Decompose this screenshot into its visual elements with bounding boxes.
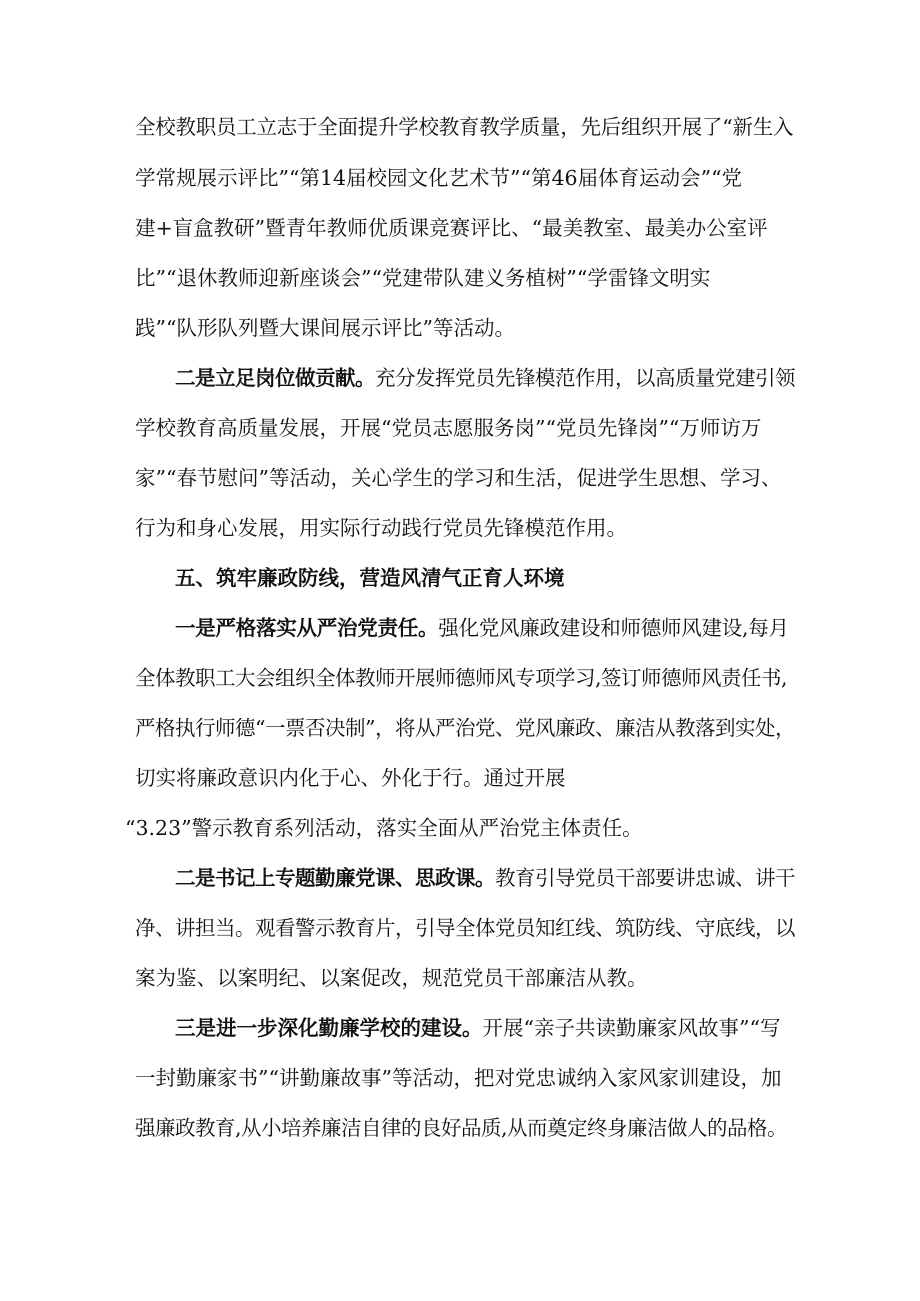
paragraph-3-line-1	[175, 613, 795, 643]
paragraph-2-line-2: 学校教育高质量发展，开展“党员志愿服务岗”“党员先锋岗”“万师访万	[135, 416, 762, 440]
paragraph-5-line-3: 强廉政教育,从小培养廉洁自律的良好品质,从而奠定终身廉洁做人的品格。	[135, 1116, 788, 1140]
paragraph-1-line-1: 全校教职员工立志于全面提升学校教育教学质量，先后组织开展了“新生入	[135, 115, 794, 139]
paragraph-4-line-2: 净、讲担当。观看警示教育片，引导全体党员知红线、筑防线、守底线，以	[135, 916, 795, 940]
paragraph-3-line-3: 严格执行师德“一票否决制”，将从严治党、党风廉政、廉洁从教落到实处，	[135, 716, 795, 740]
paragraph-4-line-1	[175, 863, 795, 893]
section-5-heading: 五、筑牢廉政防线，营造风清气正育人环境	[175, 566, 565, 590]
paragraph-3-lead: 一是严格落实从严治党责任。	[175, 616, 439, 640]
paragraph-2-line-4: 行为和身心发展，用实际行动践行党员先锋模范作用。	[135, 516, 627, 540]
paragraph-2-line-1	[175, 363, 795, 393]
paragraph-1-line-3: 建+盲盒教研”暨青年教师优质课竞赛评比、“最美教室、最美办公室评	[135, 216, 768, 240]
paragraph-5-line-1-rest: 开展“亲子共读勤廉家风故事”“写	[482, 1016, 781, 1040]
paragraph-1-line-2: 学常规展示评比”“第14届校园文化艺术节”“第46届体育运动会”“党	[135, 166, 743, 190]
paragraph-1-line-4: 比”“退休教师迎新座谈会”“党建带队建义务植树”“学雷锋文明实	[135, 266, 711, 290]
paragraph-2-line-1-rest: 充分发挥党员先锋模范作用，以高质量党建引领	[375, 366, 795, 390]
paragraph-5-lead: 三是进一步深化勤廉学校的建设。	[175, 1016, 483, 1040]
paragraph-2-lead: 二是立足岗位做贡献。	[175, 366, 375, 390]
paragraph-4-lead: 二是书记上专题勤廉党课、思政课。	[175, 866, 495, 890]
paragraph-4-line-1-rest: 教育引导党员干部要讲忠诚、讲干	[495, 866, 795, 890]
paragraph-2-line-3: 家”“春节慰问”等活动，关心学生的学习和生活，促进学生思想、学习、	[135, 466, 782, 490]
paragraph-4-line-3: 案为鉴、以案明纪、以案促改，规范党员干部廉洁从教。	[135, 966, 648, 990]
paragraph-3-line-1-rest: 强化党风廉政建设和师德师风建设,每月	[438, 616, 789, 640]
paragraph-5-line-2: 一封勤廉家书”“讲勤廉故事”等活动，把对党忠诚纳入家风家训建设，加	[135, 1066, 782, 1090]
paragraph-3-line-2: 全体教职工大会组织全体教师开展师德师风专项学习,签订师德师风责任书,	[135, 666, 788, 690]
paragraph-1-line-5: 践”“队形队列暨大课间展示评比”等活动。	[135, 316, 515, 340]
paragraph-3-line-5: “3.23”警示教育系列活动，落实全面从严治党主体责任。	[125, 816, 643, 840]
paragraph-3-line-4: 切实将廉政意识内化于心、外化于行。通过开展	[135, 766, 566, 790]
paragraph-5-line-1	[175, 1013, 795, 1043]
